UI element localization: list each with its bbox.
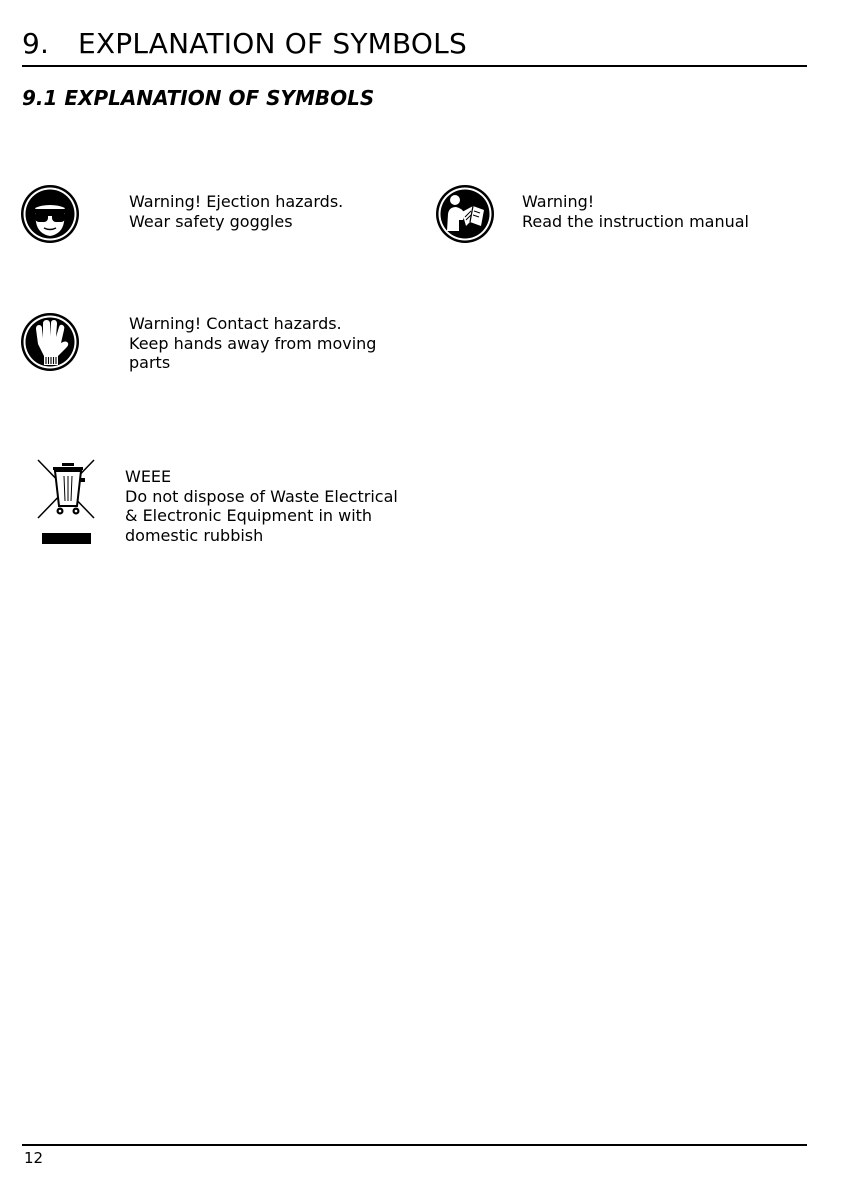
symbol-text-line: Do not dispose of Waste Electrical: [125, 486, 398, 506]
symbol-text-line: Warning! Ejection hazards.: [129, 192, 344, 211]
weee-crossed-bin-icon: [36, 458, 98, 546]
symbol-text-line: Warning! Contact hazards.: [129, 314, 342, 333]
symbol-text-line: Warning!: [522, 192, 595, 211]
chapter-title-text: EXPLANATION OF SYMBOLS: [78, 27, 467, 60]
symbol-text-line: Wear safety goggles: [129, 211, 293, 231]
symbol-text-line: WEEE: [125, 467, 172, 486]
symbol-text-line: parts: [129, 353, 171, 372]
symbol-text-line: Read the instruction manual: [522, 211, 749, 231]
chapter-number: 9.: [22, 27, 50, 60]
safety-goggles-icon: [20, 184, 80, 244]
title-divider: [22, 65, 807, 67]
safety-gloves-icon: [20, 312, 80, 372]
section-title: 9.1 EXPLANATION OF SYMBOLS: [22, 86, 375, 110]
chapter-title: [22, 26, 467, 62]
symbol-description: [125, 467, 398, 545]
symbol-text-line: domestic rubbish: [125, 525, 264, 545]
symbol-description: [129, 192, 343, 231]
footer-divider: [22, 1144, 807, 1146]
symbol-text-line: & Electronic Equipment in with: [125, 506, 373, 525]
page-number: 12: [24, 1149, 44, 1167]
symbol-text-line: Keep hands away from moving: [129, 333, 377, 353]
read-manual-icon: [435, 184, 495, 244]
symbol-description: [522, 192, 749, 231]
symbol-description: [129, 314, 376, 373]
